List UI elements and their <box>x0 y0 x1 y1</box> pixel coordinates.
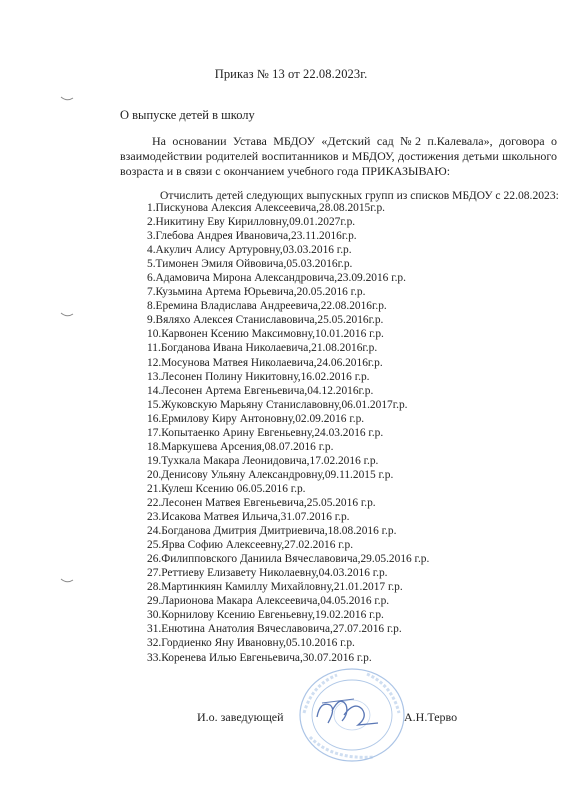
child-list-item: 22.Лесонен Матвея Евгеньевича,25.05.2016 г.р. <box>147 496 376 509</box>
order-intro: На основании Устава МБДОУ «Детский сад №2 п.Калевала», договора о взаимодействии родителей воспитанников и МБДОУ, достижения детьми школьного возраста и в связи с окончанием учебного года ПРИКАЗЫВАЮ: <box>120 134 557 178</box>
hole-mark <box>60 578 74 584</box>
child-list-item: 1.Пискунова Алексия Алексеевича,28.08.2015г.р. <box>147 202 386 214</box>
child-list-item: 27.Реттиеву Елизавету Николаевну,04.03.2016 г.р. <box>147 567 388 580</box>
child-list-item: 13.Лесонен Полину Никитовну,16.02.2016 г.р. <box>147 370 370 383</box>
child-list-item: 4.Акулич Алису Артуровну,03.03.2016 г.р. <box>147 244 352 257</box>
child-list-item: 8.Еремина Владислава Андреевича,22.08.2016г.р. <box>147 300 387 313</box>
child-list-item: 29.Ларионова Макара Алексеевича,04.05.2016 г.р. <box>147 595 390 608</box>
child-list-item: 24.Богданова Дмитрия Дмитриевича,18.08.2016 г.р. <box>147 525 397 538</box>
child-list-item: 19.Тухкала Макара Леонидовича,17.02.2016 г.р. <box>147 454 379 467</box>
child-list-item: 9.Вяляхо Алексея Станиславовича,25.05.2016г.р. <box>147 314 384 327</box>
child-list-item: 26.Филипповского Даниила Вячеславовича,29.05.2016 г.р. <box>147 553 430 566</box>
child-list-item: 23.Исакова Матвея Ильича,31.07.2016 г.р. <box>147 511 350 524</box>
child-list-item: 2.Никитину Еву Кирилловну,09.01.2027г.р. <box>147 216 356 229</box>
children-list <box>147 201 429 665</box>
child-list-item: 17.Копытаенко Арину Евгеньевну,24.03.2016 г.р. <box>147 426 384 439</box>
expel-statement: Отчислить детей следующих выпускных групп из списков МБДОУ с 22.08.2023: <box>160 189 559 202</box>
signature-name: А.Н.Терво <box>404 710 458 724</box>
child-list-item: 3.Глебова Андрея Ивановича,23.11.2016г.р. <box>147 230 357 243</box>
child-list-item: 5.Тимонен Эмиля Ойвовича,05.03.2016г.р. <box>147 258 353 271</box>
order-title: Приказ № 13 от 22.08.2023г. <box>214 67 368 81</box>
child-list-item: 6.Адамовича Мирона Александровича,23.09.2016 г.р. <box>147 272 406 285</box>
child-list-item: 14.Лесонен Артема Евгеньевича,04.12.2016г.р. <box>147 384 374 397</box>
child-list-item: 10.Карвонен Ксению Максимовну,10.01.2016 г.р. <box>147 328 384 341</box>
child-list-item: 11.Богданова Ивана Николаевича,21.08.2016г.р. <box>147 342 378 355</box>
child-list-item: 28.Мартинкиян Камиллу Михайловну,21.01.2017 г.р. <box>147 581 403 594</box>
child-list-item: 20.Денисову Ульяну Александровну,09.11.2015 г.р. <box>147 468 394 481</box>
hole-mark <box>60 96 74 102</box>
hole-mark <box>60 312 74 318</box>
child-list-item: 15.Жуковскую Марьяну Станиславовну,06.01.2017г.р. <box>147 398 408 411</box>
child-list-item: 32.Гордиенко Яну Ивановну,05.10.2016 г.р. <box>147 637 355 650</box>
child-list-item: 25.Ярва Софию Алексеевну,27.02.2016 г.р. <box>147 539 354 552</box>
child-list-item: 16.Ермилову Киру Антоновну,02.09.2016 г.р. <box>147 412 365 425</box>
child-list-item: 21.Кулеш Ксению 06.05.2016 г.р. <box>147 482 306 495</box>
order-subject: О выпуске детей в школу <box>120 108 255 122</box>
child-list-item: 7.Кузьмина Артема Юрьевича,20.05.2016 г.р. <box>147 286 366 299</box>
child-list-item: 33.Коренева Илью Евгеньевича,30.07.2016 г.р. <box>147 651 372 664</box>
child-list-item: 30.Корнилову Ксению Евгеньевну,19.02.2016 г.р. <box>147 609 384 622</box>
signature-position: И.о. заведующей <box>197 710 284 724</box>
child-list-item: 18.Маркушева Арсения,08.07.2016 г.р. <box>147 440 334 453</box>
stamp-seal-icon <box>292 665 412 765</box>
child-list-item: 12.Мосунова Матвея Николаевича,24.06.2016г.р. <box>147 356 383 369</box>
child-list-item: 31.Енютина Анатолия Вячеславовича,27.07.2016 г.р. <box>147 623 402 636</box>
